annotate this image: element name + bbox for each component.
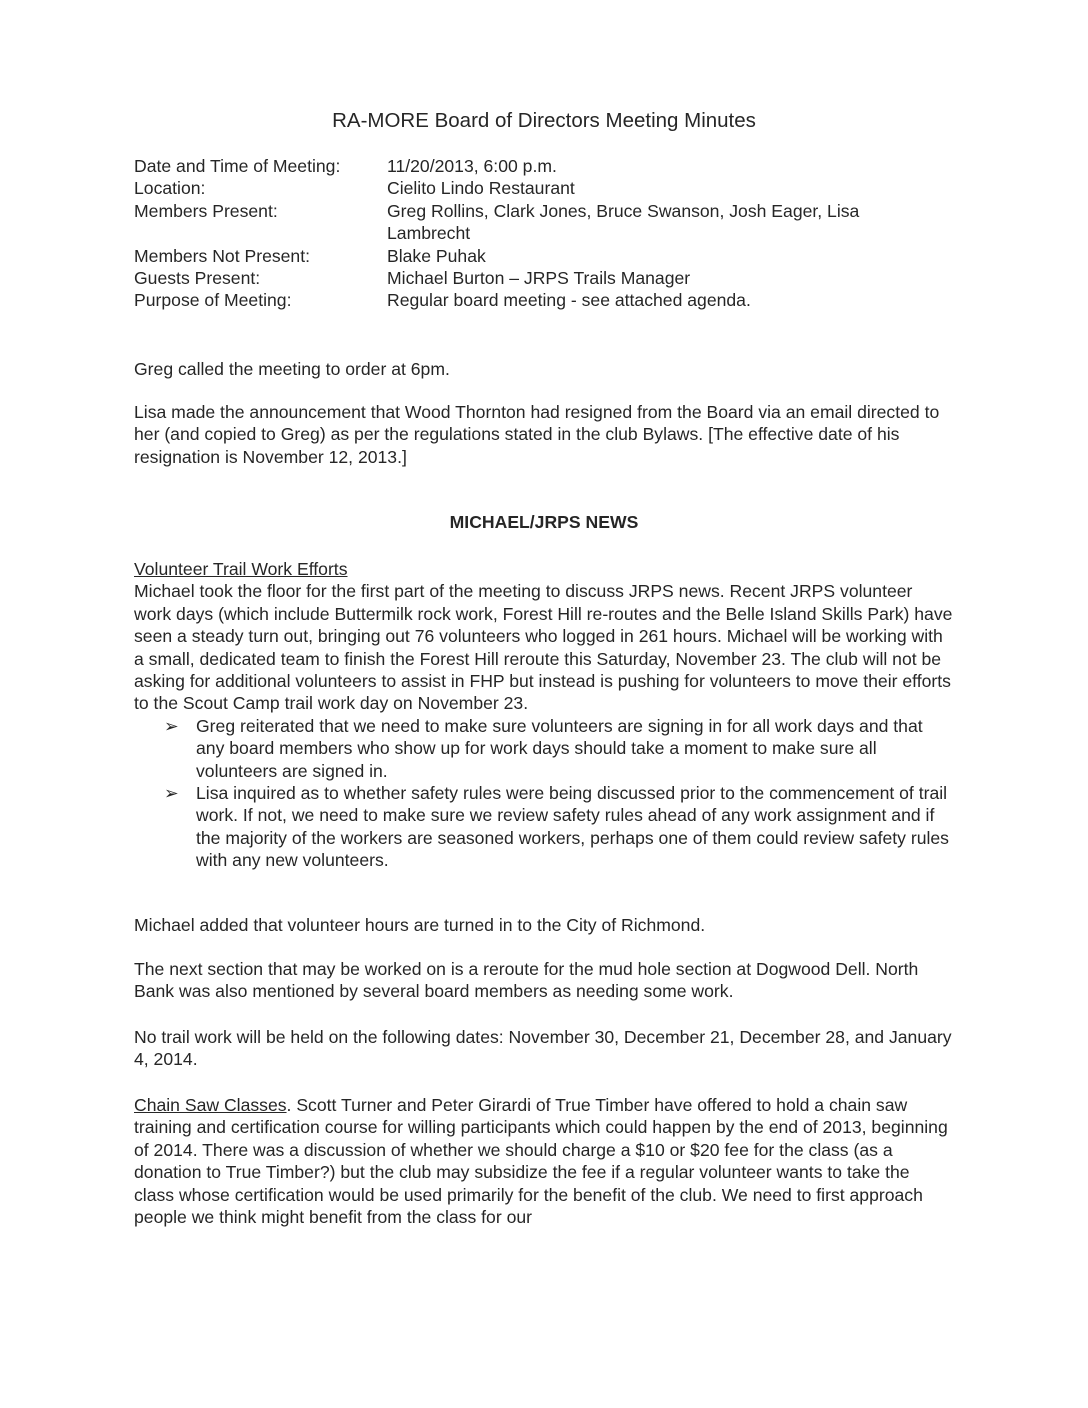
meeting-info-row-members-present — [134, 200, 917, 245]
chainsaw-section — [134, 1094, 954, 1228]
bullet-text: Greg reiterated that we need to make sure volunteers are signing in for all work days and that any board members who show up for work days should take a moment to make sure all volunteers are signed in. — [196, 715, 923, 781]
document-title: RA-MORE Board of Directors Meeting Minutes — [332, 109, 756, 132]
meeting-info-label: Members Present: — [134, 200, 278, 221]
paragraph-volunteer-hours: Michael added that volunteer hours are turned in to the City of Richmond. — [134, 915, 706, 935]
chainsaw-subheading: Chain Saw Classes — [134, 1095, 287, 1115]
bullet-list — [134, 715, 954, 872]
paragraph-no-trail-work: No trail work will be held on the following dates: November 30, December 21, December 28, and January 4, 2014. — [134, 1027, 952, 1070]
meeting-info-row-location — [134, 177, 917, 199]
volunteer-paragraph: Michael took the floor for the first part of the meeting to discuss JRPS news. Recent JRPS volunteer work days (which include Buttermilk rock work, Forest Hill re-routes and the Belle Island Skills Park) have seen a steady turn out, bringing out 76 volunteers who logged in 261 hours. Michael will be working with a small, dedicated team to finish the Forest Hill reroute this Saturday, November 23. The club will not be asking for additional volunteers to assist in FHP but instead is pushing for volunteers to move their efforts to the Scout Camp trail work day on November 23. — [134, 581, 953, 714]
meeting-info-label: Members Not Present: — [134, 245, 310, 266]
meeting-info-value: Greg Rollins, Clark Jones, Bruce Swanson, Josh Eager, Lisa Lambrecht — [387, 200, 860, 244]
meeting-info-row-purpose — [134, 289, 917, 311]
arrow-bullet-icon: ➢ — [164, 783, 179, 804]
volunteer-section — [134, 558, 954, 872]
paragraph-next-section: The next section that may be worked on is a reroute for the mud hole section at Dogwood Dell. North Bank was also mentioned by several board members as needing some work. — [134, 959, 919, 1002]
meeting-info-value: Michael Burton – JRPS Trails Manager — [387, 268, 691, 289]
meeting-info-label: Purpose of Meeting: — [134, 290, 292, 311]
paragraph-resignation: Lisa made the announcement that Wood Thornton had resigned from the Board via an email directed to her (and copied to Greg) as per the regulations stated in the club Bylaws. [The effective date of his resignation is November 12, 2013.] — [134, 402, 940, 467]
meeting-info-label: Location: — [134, 178, 206, 199]
list-item — [134, 782, 954, 872]
bullet-text: Lisa inquired as to whether safety rules were being discussed prior to the commencement of trail work. If not, we need to make sure we review safety rules ahead of any work assignment and if the majority of the workers are seasoned workers, perhaps one of them could review safety rules with any new volunteers. — [196, 783, 949, 871]
meeting-info-value: Blake Puhak — [387, 245, 486, 266]
meeting-info-table — [134, 155, 917, 312]
arrow-bullet-icon: ➢ — [164, 715, 179, 736]
meeting-info-row-guests — [134, 267, 917, 289]
paragraph-call-to-order: Greg called the meeting to order at 6pm. — [134, 359, 450, 379]
meeting-info-value: Regular board meeting - see attached agenda. — [387, 290, 751, 311]
section-heading: MICHAEL/JRPS NEWS — [449, 512, 639, 532]
meeting-info-row-date — [134, 155, 917, 177]
meeting-info-value: 11/20/2013, 6:00 p.m. — [387, 156, 557, 176]
list-item — [134, 715, 954, 782]
meeting-info-value: Cielito Lindo Restaurant — [387, 178, 575, 199]
meeting-info-label: Date and Time of Meeting: — [134, 156, 341, 176]
meeting-info-label: Guests Present: — [134, 268, 261, 289]
volunteer-subheading: Volunteer Trail Work Efforts — [134, 559, 348, 579]
meeting-info-row-members-not-present — [134, 245, 917, 267]
chainsaw-paragraph: . Scott Turner and Peter Girardi of True Timber have offered to hold a chain saw training and certification course for willing participants which could happen by the end of 2013, beginning of 2014. There was a discussion of whether we should charge a $10 or $20 fee for the class (as a donation to True Timber?) but the club may subsidize the fee if a regular volunteer wants to take the class whose certification would be used primarily for the benefit of the club. We need to first approach people we think might benefit from the class for our — [134, 1095, 948, 1228]
